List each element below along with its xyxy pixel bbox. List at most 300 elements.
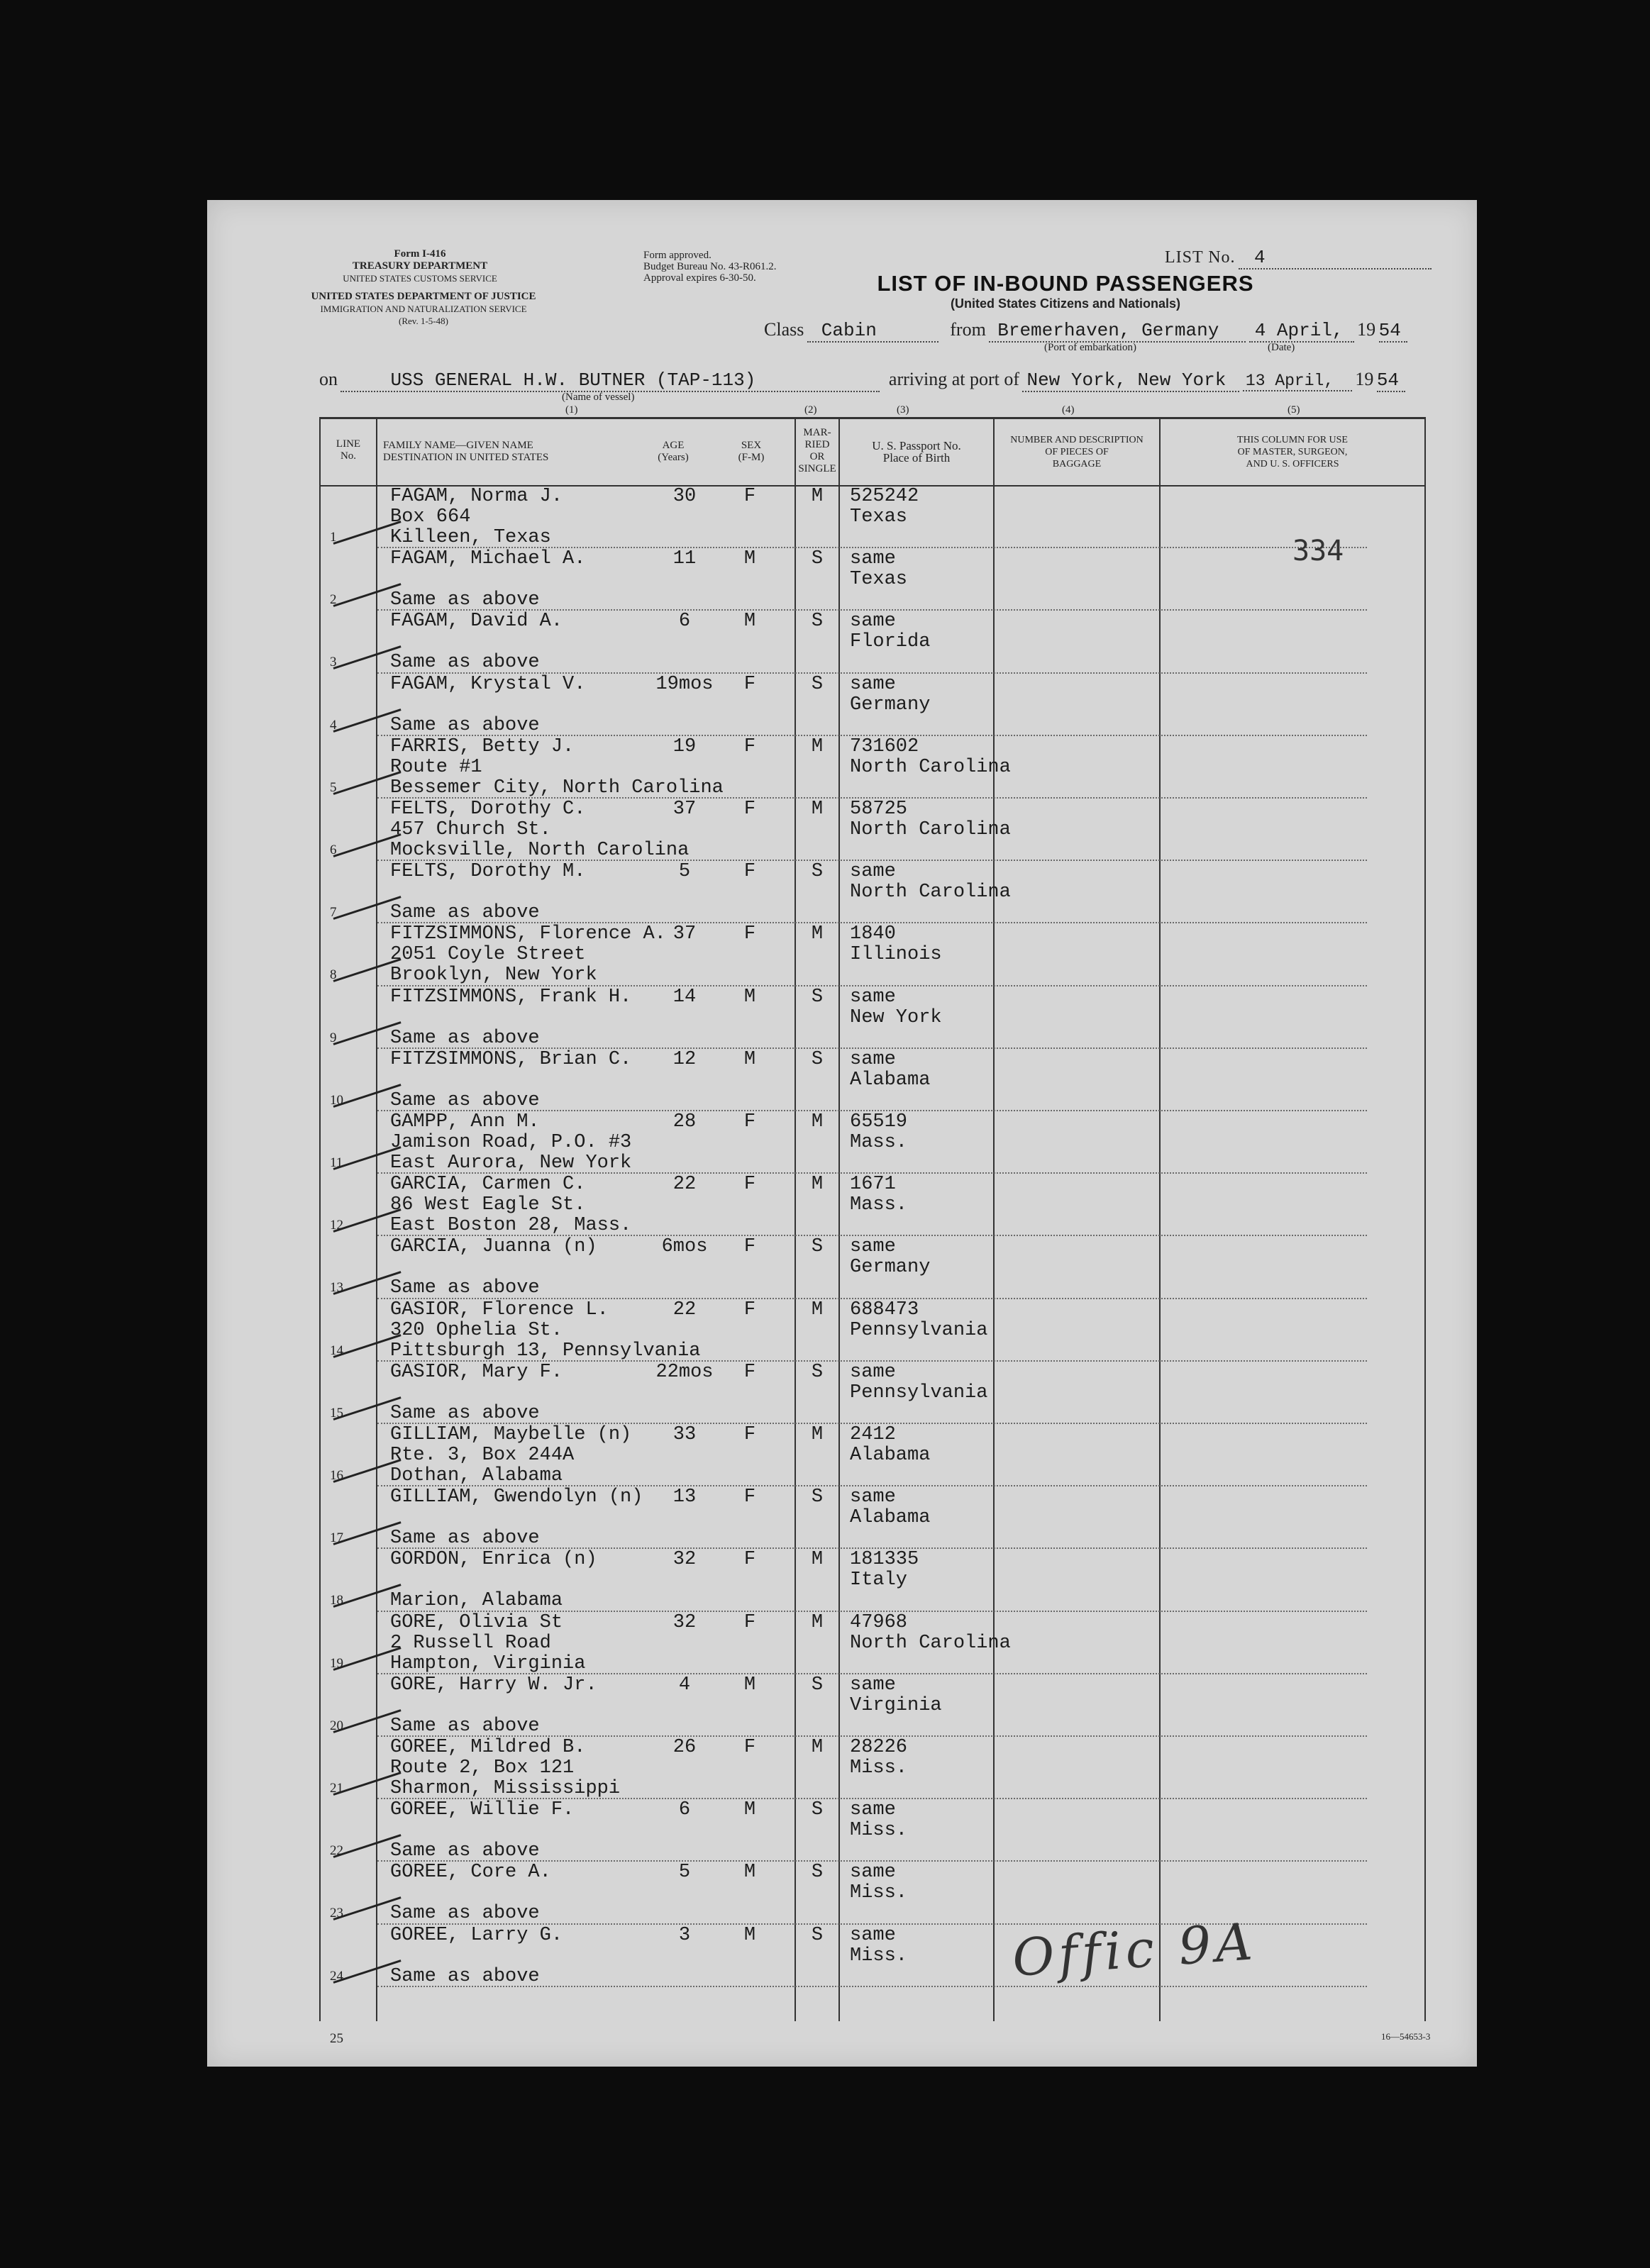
destination-line: Box 664 <box>390 506 471 528</box>
place-of-birth: Miss. <box>850 1820 908 1842</box>
sex-value: F <box>743 799 756 820</box>
marital-status: S <box>811 673 824 695</box>
port-embark-caption: (Port of embarkation) <box>1044 342 1136 353</box>
passenger-name: FARRIS, Betty J. <box>390 735 575 757</box>
form-subtitle: (United States Citizens and Nationals) <box>950 296 1181 311</box>
destination-line <box>390 1696 597 1716</box>
treasury-label: TREASURY DEPARTMENT <box>352 260 488 272</box>
sex-value: F <box>743 923 756 945</box>
line-number: 15 <box>330 1405 343 1421</box>
budget-bureau: Budget Bureau No. 43-R061.2. <box>643 261 777 272</box>
line-number: 22 <box>330 1843 343 1859</box>
line-number: 18 <box>330 1593 343 1608</box>
line-number: 16 <box>330 1468 343 1483</box>
passenger-name-destination <box>390 1050 631 1111</box>
list-number-label: LIST No. <box>1165 248 1236 267</box>
marital-status: S <box>811 548 824 570</box>
officer-signature: Offic 9A <box>1010 1911 1258 1988</box>
sex-value: F <box>743 1611 756 1633</box>
sex-value: M <box>743 1862 756 1884</box>
header-line-no: LINE No. <box>336 438 361 462</box>
column-number-3: (3) <box>897 404 909 416</box>
passport-birthplace <box>850 1613 1011 1654</box>
passport-number: same <box>850 1924 896 1946</box>
passenger-name-destination <box>390 1925 563 1987</box>
passenger-name-destination <box>390 674 585 736</box>
place-of-birth: North Carolina <box>850 882 1011 904</box>
age-value: 33 <box>672 1424 697 1445</box>
vessel-caption: (Name of vessel) <box>562 391 635 403</box>
passenger-name-destination <box>390 987 631 1049</box>
passport-birthplace <box>850 1112 907 1153</box>
sex-value: F <box>743 1236 756 1258</box>
place-of-birth: Texas <box>850 506 908 528</box>
destination-line: Same as above <box>390 1528 540 1550</box>
marital-status: M <box>811 1424 824 1445</box>
passport-birthplace <box>850 1675 942 1716</box>
destination-line: 320 Ophelia St. <box>390 1319 563 1341</box>
line-number: 20 <box>330 1718 343 1733</box>
place-of-birth: North Carolina <box>850 819 1011 840</box>
destination-line <box>390 632 563 652</box>
header-sex: SEX (F-M) <box>738 440 765 463</box>
place-of-birth: Pennsylvania <box>850 1382 988 1403</box>
age-value: 32 <box>672 1611 697 1633</box>
passport-number: same <box>850 861 896 883</box>
age-value: 19 <box>672 735 697 757</box>
age-value: 6mos <box>661 1236 708 1258</box>
passport-number: 688473 <box>850 1299 919 1321</box>
header-baggage: NUMBER AND DESCRIPTION OF PIECES OF BAGGAGE <box>1010 435 1144 469</box>
marital-status: S <box>811 1486 824 1508</box>
place-of-birth: Germany <box>850 1257 931 1279</box>
arrival-year: 54 <box>1377 369 1405 392</box>
destination-line <box>390 1570 597 1591</box>
list-number-field <box>1165 247 1426 269</box>
marital-status: M <box>811 486 824 507</box>
destination-line <box>390 1383 563 1403</box>
passport-birthplace <box>850 611 930 652</box>
line-number: 25 <box>330 2030 343 2046</box>
date-caption: (Date) <box>1268 342 1295 353</box>
line-number: 9 <box>330 1030 337 1045</box>
line-number: 12 <box>330 1218 343 1233</box>
passenger-name-destination <box>390 1174 631 1236</box>
passenger-name-destination <box>390 1738 620 1799</box>
place-of-birth: Germany <box>850 694 931 716</box>
passenger-name-destination <box>390 487 563 548</box>
age-value: 30 <box>672 486 697 507</box>
destination-line: Rte. 3, Box 244A <box>390 1445 575 1466</box>
sex-value: F <box>743 1111 756 1133</box>
passport-birthplace <box>850 1550 919 1591</box>
passport-number: same <box>850 1799 896 1821</box>
manifest-sheet <box>207 200 1477 2067</box>
sex-value: F <box>743 1174 756 1196</box>
sex-value: F <box>743 1486 756 1508</box>
class-row <box>764 319 1407 343</box>
header-officers: THIS COLUMN FOR USE OF MASTER, SURGEON, AND U. S. OFFICERS <box>1237 435 1348 469</box>
passport-number: same <box>850 1236 896 1258</box>
age-value: 5 <box>678 861 691 883</box>
destination-line: Same as above <box>390 652 540 674</box>
line-number: 13 <box>330 1280 343 1296</box>
sex-value: F <box>743 486 756 507</box>
marital-status: M <box>811 1299 824 1321</box>
passenger-name-destination <box>390 924 666 986</box>
age-value: 4 <box>678 1674 691 1696</box>
passenger-name-destination <box>390 862 585 923</box>
line-number: 4 <box>330 717 337 733</box>
marital-status: S <box>811 1361 824 1383</box>
destination-line: Pittsburgh 13, Pennsylvania <box>390 1340 701 1362</box>
line-number: 5 <box>330 779 337 795</box>
table-right-border <box>1424 417 1426 2021</box>
sex-value: F <box>743 735 756 757</box>
marital-status: M <box>811 799 824 820</box>
depart-century: 19 <box>1357 319 1376 340</box>
destination-line: Same as above <box>390 1402 540 1424</box>
passport-number: same <box>850 1361 896 1383</box>
place-of-birth: Miss. <box>850 1945 908 1967</box>
passenger-name-destination <box>390 1862 551 1924</box>
arrival-century: 19 <box>1355 369 1374 389</box>
destination-line <box>390 882 585 903</box>
passenger-name: FAGAM, Krystal V. <box>390 673 586 695</box>
marital-status: S <box>811 1674 824 1696</box>
place-of-birth: Miss. <box>850 1757 908 1779</box>
passport-birthplace <box>850 987 942 1028</box>
line-number: 2 <box>330 592 337 608</box>
marital-status: M <box>811 1549 824 1571</box>
age-value: 22 <box>672 1174 697 1196</box>
line-number: 6 <box>330 843 337 857</box>
passport-birthplace <box>850 799 1011 840</box>
passport-birthplace <box>850 1174 907 1216</box>
passenger-name: GARCIA, Carmen C. <box>390 1174 586 1196</box>
marital-status: M <box>811 1111 824 1133</box>
passenger-name: GOREE, Mildred B. <box>390 1737 586 1758</box>
list-number-value: 4 <box>1239 247 1432 269</box>
passenger-name: GOREE, Willie F. <box>390 1799 575 1821</box>
marital-status: S <box>811 1048 824 1070</box>
destination-line <box>390 1257 597 1278</box>
approval-block <box>643 250 776 284</box>
passport-birthplace <box>850 924 942 965</box>
line-number: 10 <box>330 1092 343 1108</box>
line-number: 17 <box>330 1530 343 1546</box>
passport-number: same <box>850 1862 896 1884</box>
passport-number: same <box>850 1486 896 1508</box>
line-number: 8 <box>330 967 337 983</box>
passenger-name-destination <box>390 1362 563 1424</box>
age-value: 19mos <box>655 673 714 695</box>
destination-line: Hampton, Virginia <box>390 1652 586 1674</box>
sex-value: F <box>743 1424 756 1445</box>
sex-value: F <box>743 1549 756 1571</box>
marital-status: S <box>811 1924 824 1946</box>
age-value: 37 <box>672 923 697 945</box>
destination-line <box>390 1508 643 1528</box>
destination-line <box>390 695 585 716</box>
place-of-birth: Alabama <box>850 1507 931 1529</box>
vessel-row <box>319 369 1405 392</box>
destination-line: 457 Church St. <box>390 819 551 840</box>
column-number-4: (4) <box>1062 404 1075 416</box>
destination-line <box>390 569 585 590</box>
customs-label: UNITED STATES CUSTOMS SERVICE <box>343 273 497 284</box>
justice-label: UNITED STATES DEPARTMENT OF JUSTICE <box>311 291 536 302</box>
passport-number: 1840 <box>850 923 896 945</box>
passport-number: same <box>850 673 896 695</box>
age-value: 32 <box>672 1549 697 1571</box>
passenger-name: GASIOR, Florence L. <box>390 1299 609 1321</box>
passport-birthplace <box>850 1487 930 1528</box>
arriving-label: arriving at port of <box>888 369 1020 389</box>
place-of-birth: Texas <box>850 569 908 591</box>
destination-line: Marion, Alabama <box>390 1590 563 1612</box>
passenger-name: FITZSIMMONS, Brian C. <box>390 1048 632 1070</box>
form-title: LIST OF IN-BOUND PASSENGERS <box>877 271 1254 296</box>
destination-line: Dothan, Alabama <box>390 1465 563 1486</box>
passport-birthplace <box>850 1862 907 1903</box>
age-value: 37 <box>672 799 697 820</box>
passenger-name: GOREE, Core A. <box>390 1862 551 1884</box>
line-number: 24 <box>330 1968 343 1984</box>
destination-line: Same as above <box>390 1965 540 1987</box>
sex-value: M <box>743 1799 756 1821</box>
passenger-name: FELTS, Dorothy C. <box>390 799 586 820</box>
marital-status: S <box>811 1799 824 1821</box>
from-label: from <box>950 319 986 340</box>
marital-status: M <box>811 1174 824 1196</box>
destination-line <box>390 1946 563 1967</box>
passenger-name: FITZSIMMONS, Frank H. <box>390 986 632 1008</box>
passenger-name: FAGAM, Michael A. <box>390 548 586 570</box>
sex-value: F <box>743 673 756 695</box>
line-number: 11 <box>330 1155 343 1170</box>
age-value: 5 <box>678 1862 691 1884</box>
passport-number: 28226 <box>850 1737 908 1758</box>
age-value: 3 <box>678 1924 691 1946</box>
passport-number: 2412 <box>850 1424 896 1445</box>
place-of-birth: North Carolina <box>850 756 1011 778</box>
passenger-name: FELTS, Dorothy M. <box>390 861 586 883</box>
passport-number: same <box>850 611 896 633</box>
ins-label: IMMIGRATION AND NATURALIZATION SERVICE <box>320 304 527 314</box>
marital-status: S <box>811 861 824 883</box>
destination-line: Route #1 <box>390 756 482 778</box>
destination-line: East Aurora, New York <box>390 1152 632 1174</box>
destination-line: Same as above <box>390 902 540 924</box>
passenger-name: GILLIAM, Maybelle (n) <box>390 1424 632 1445</box>
place-of-birth: Alabama <box>850 1069 931 1091</box>
passport-number: 47968 <box>850 1611 908 1633</box>
passport-number: 58725 <box>850 799 908 820</box>
destination-line: Same as above <box>390 1089 540 1111</box>
passenger-name-destination <box>390 1675 597 1737</box>
sex-value: F <box>743 1737 756 1758</box>
line-number: 7 <box>330 905 337 921</box>
destination-line: Bessemer City, North Carolina <box>390 777 724 799</box>
form-number: Form I-416 <box>394 248 446 260</box>
destination-line <box>390 1883 551 1903</box>
passport-birthplace <box>850 674 930 716</box>
passport-birthplace <box>850 1925 907 1967</box>
passport-number: same <box>850 986 896 1008</box>
passenger-name-destination <box>390 1487 643 1549</box>
passenger-name: GORE, Harry W. Jr. <box>390 1674 597 1696</box>
marital-status: S <box>811 986 824 1008</box>
marital-status: M <box>811 1611 824 1633</box>
vessel-name: USS GENERAL H.W. BUTNER (TAP-113) <box>340 369 880 392</box>
passport-birthplace <box>850 1050 930 1091</box>
column-number-2: (2) <box>804 404 817 416</box>
destination-line: Same as above <box>390 1903 540 1925</box>
passport-birthplace <box>850 1425 930 1466</box>
on-label: on <box>319 369 338 389</box>
place-of-birth: Alabama <box>850 1445 931 1466</box>
destination-line: Sharmon, Mississippi <box>390 1778 621 1799</box>
age-value: 14 <box>672 986 697 1008</box>
place-of-birth: Mass. <box>850 1132 908 1153</box>
column5-number: 334 <box>1292 535 1344 567</box>
passenger-name: GOREE, Larry G. <box>390 1924 563 1946</box>
sex-value: M <box>743 611 756 633</box>
form-approved: Form approved. <box>643 250 712 261</box>
table-top-border <box>319 417 1426 419</box>
marital-status: S <box>811 611 824 633</box>
destination-line <box>390 1820 574 1841</box>
passenger-name-destination <box>390 1237 597 1299</box>
age-value: 6 <box>678 611 691 633</box>
destination-line: 86 West Eagle St. <box>390 1194 586 1216</box>
class-label: Class <box>764 319 804 340</box>
passport-birthplace <box>850 1300 987 1341</box>
passport-birthplace <box>850 549 907 590</box>
passport-number: 1671 <box>850 1174 896 1196</box>
passport-birthplace <box>850 1800 907 1841</box>
age-value: 22 <box>672 1299 697 1321</box>
header-name: FAMILY NAME—GIVEN NAME DESTINATION IN UNITED STATES <box>383 440 549 463</box>
sex-value: M <box>743 986 756 1008</box>
place-of-birth: North Carolina <box>850 1632 1011 1654</box>
passenger-name-destination <box>390 1425 631 1486</box>
col-sep-baggage <box>1159 417 1161 2021</box>
header-age: AGE (Years) <box>658 440 689 463</box>
marital-status: M <box>811 923 824 945</box>
place-of-birth: Miss. <box>850 1882 908 1904</box>
form-title-block <box>846 271 1285 311</box>
line-number: 1 <box>330 530 337 545</box>
approval-expires: Approval expires 6-30-50. <box>643 272 756 284</box>
destination-line: Brooklyn, New York <box>390 965 597 986</box>
destination-line: Same as above <box>390 1840 540 1862</box>
header-passport: U. S. Passport No. Place of Birth <box>872 439 961 465</box>
passenger-name-destination <box>390 611 563 673</box>
age-value: 13 <box>672 1486 697 1508</box>
line-number: 19 <box>330 1655 343 1671</box>
place-of-birth: Pennsylvania <box>850 1319 988 1341</box>
passport-birthplace <box>850 1738 907 1779</box>
age-value: 22mos <box>655 1361 714 1383</box>
passenger-name: FAGAM, Norma J. <box>390 486 563 507</box>
age-value: 12 <box>672 1048 697 1070</box>
passport-number: same <box>850 1048 896 1070</box>
arrival-port-value: New York, New York <box>1022 369 1239 392</box>
place-of-birth: Mass. <box>850 1194 908 1216</box>
destination-line: Killeen, Texas <box>390 527 551 548</box>
depart-year: 54 <box>1379 320 1407 343</box>
justice-block <box>306 291 541 327</box>
col-sep-passport <box>993 417 995 2021</box>
passenger-name-destination <box>390 549 585 611</box>
arrival-date-value: 13 April, <box>1243 372 1352 391</box>
marital-status: M <box>811 735 824 757</box>
destination-line: Mocksville, North Carolina <box>390 840 690 861</box>
passenger-name: GORE, Olivia St <box>390 1611 563 1633</box>
passport-number: same <box>850 548 896 570</box>
place-of-birth: Illinois <box>850 944 942 966</box>
class-value: Cabin <box>807 320 938 343</box>
passport-birthplace <box>850 487 919 528</box>
passenger-name: FAGAM, David A. <box>390 611 563 633</box>
footer-code: 16—54653-3 <box>1381 2031 1431 2042</box>
passenger-name: GILLIAM, Gwendolyn (n) <box>390 1486 643 1508</box>
destination-line: Same as above <box>390 1027 540 1049</box>
passenger-name: GAMPP, Ann M. <box>390 1111 540 1133</box>
destination-line: Route 2, Box 121 <box>390 1757 575 1779</box>
passenger-name-destination <box>390 1112 631 1174</box>
line-number: 23 <box>330 1906 343 1921</box>
passport-number: 181335 <box>850 1549 919 1571</box>
destination-line: Same as above <box>390 1277 540 1299</box>
destination-line: East Boston 28, Mass. <box>390 1215 632 1237</box>
passport-number: same <box>850 1674 896 1696</box>
table-left-border <box>319 417 321 2021</box>
passenger-name-destination <box>390 799 689 861</box>
sex-value: F <box>743 861 756 883</box>
sex-value: M <box>743 1674 756 1696</box>
marital-status: M <box>811 1737 824 1758</box>
marital-status: S <box>811 1862 824 1884</box>
marital-status: S <box>811 1236 824 1258</box>
embark-port-value: Bremerhaven, Germany <box>989 320 1246 343</box>
sex-value: F <box>743 1361 756 1383</box>
passport-birthplace <box>850 1237 930 1278</box>
age-value: 11 <box>672 548 697 570</box>
passenger-name: GORDON, Enrica (n) <box>390 1549 597 1571</box>
sex-value: M <box>743 548 756 570</box>
header-married: MAR- RIED OR SINGLE <box>798 427 836 474</box>
place-of-birth: Virginia <box>850 1694 942 1716</box>
destination-line <box>390 1070 631 1091</box>
column-number-5: (5) <box>1288 404 1300 416</box>
passport-birthplace <box>850 862 1011 903</box>
sex-value: F <box>743 1299 756 1321</box>
passport-birthplace <box>850 1362 987 1403</box>
passport-number: 731602 <box>850 735 919 757</box>
passenger-name-destination <box>390 1613 585 1674</box>
destination-line: 2051 Coyle Street <box>390 944 586 966</box>
destination-line: Same as above <box>390 1715 540 1737</box>
place-of-birth: New York <box>850 1006 942 1028</box>
rev-label: (Rev. 1-5-48) <box>399 316 448 326</box>
line-number: 3 <box>330 655 337 670</box>
passenger-name-destination <box>390 1800 574 1862</box>
column-number-1: (1) <box>565 404 578 416</box>
passenger-name: GASIOR, Mary F. <box>390 1361 563 1383</box>
